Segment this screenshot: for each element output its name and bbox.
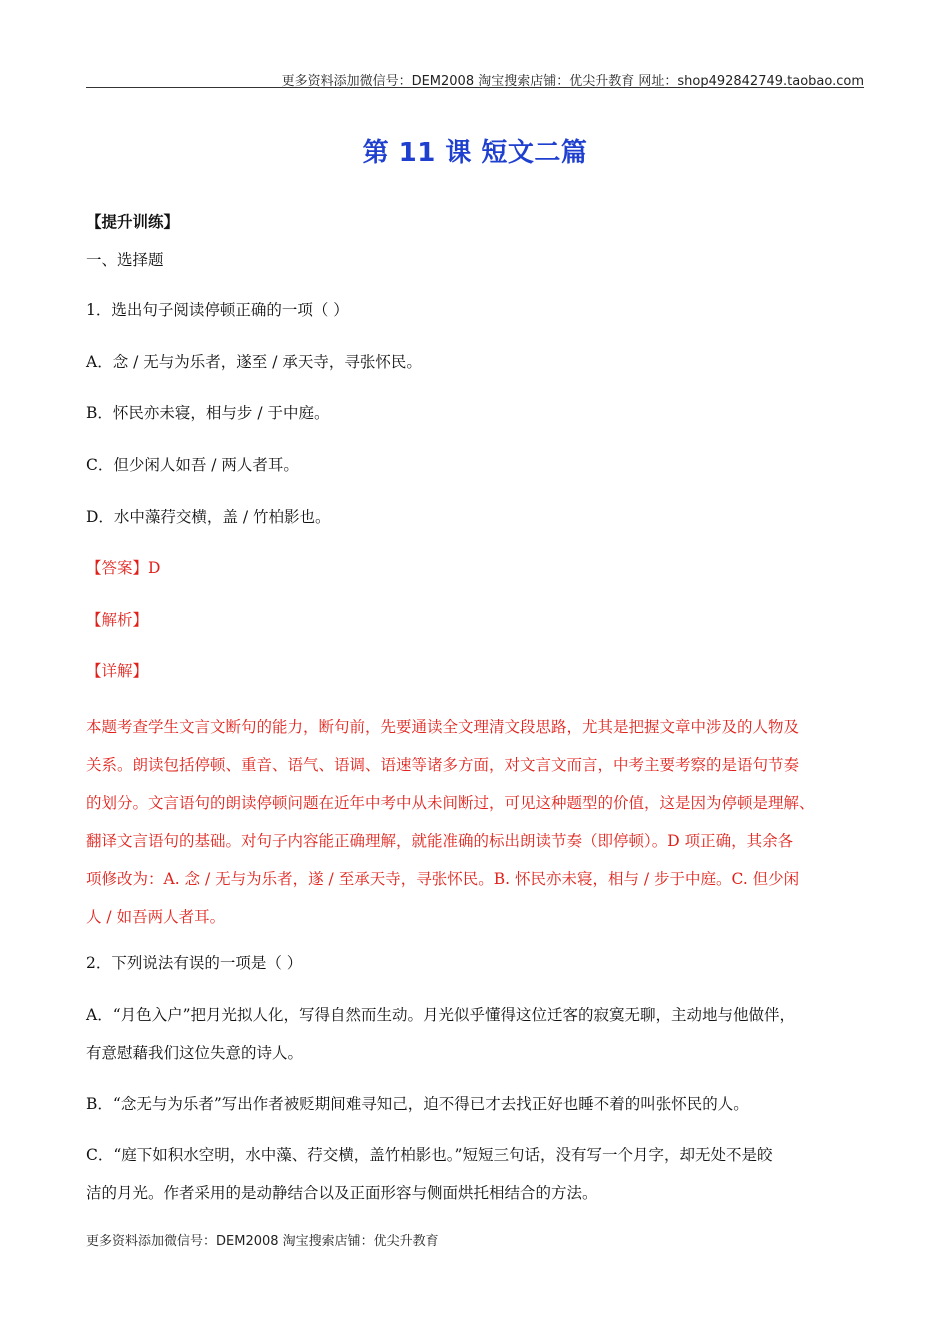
- question-1-option-a: A．念 / 无与为乐者，遂至 / 承天寺，寻张怀民。: [86, 353, 422, 371]
- detail-line: 项修改为：A. 念 / 无与为乐者，遂 / 至承天寺，寻张怀民。B. 怀民亦未寝，相与 / 步于中庭。C. 但少闲: [86, 870, 800, 888]
- question-1-stem: 1．选出句子阅读停顿正确的一项（ ）: [86, 301, 349, 319]
- question-1-option-b: B．怀民亦未寝，相与步 / 于中庭。: [86, 404, 330, 422]
- option-line: 洁的月光。作者采用的是动静结合以及正面形容与侧面烘托相结合的方法。: [86, 1184, 598, 1202]
- question-1-option-c: C．但少闲人如吾 / 两人者耳。: [86, 456, 299, 474]
- detail-line: 关系。朗读包括停顿、重音、语气、语调、语速等诸多方面，对文言文而言，中考主要考察的是语句节奏: [86, 756, 800, 774]
- section-heading: 【提升训练】: [86, 213, 180, 231]
- detail-line: 本题考查学生文言文断句的能力，断句前，先要通读全文理清文段思路，尤其是把握文章中涉及的人物及: [86, 718, 800, 736]
- part-heading: 一、选择题: [86, 251, 164, 269]
- lesson-title: 第 11 课 短文二篇: [362, 138, 588, 168]
- option-line: A．“月色入户”把月光拟人化，写得自然而生动。月光似乎懂得这位迁客的寂寞无聊，主动地与他做伴，: [86, 1006, 796, 1024]
- detail-line: 翻译文言语句的基础。对句子内容能正确理解，就能准确的标出朗读节奏（即停顿）。D 项正确，其余各: [86, 832, 794, 850]
- question-1-option-d: D．水中藻荇交横，盖 / 竹柏影也。: [86, 508, 331, 526]
- answer-label: 【答案】D: [86, 559, 161, 577]
- page-footer: 更多资料添加微信号：DEM2008 淘宝搜索店铺：优尖升教育: [86, 1234, 439, 1249]
- option-line: 有意慰藉我们这位失意的诗人。: [86, 1044, 304, 1062]
- question-2-option-b: B．“念无与为乐者”写出作者被贬期间难寻知己，迫不得已才去找正好也睡不着的叫张怀民的人。: [86, 1095, 749, 1113]
- detail-line: 人 / 如吾两人者耳。: [86, 908, 226, 926]
- option-line: C．“庭下如积水空明，水中藻、荇交横，盖竹柏影也。”短短三句话，没有写一个月字，却无处不是皎: [86, 1146, 773, 1164]
- header-divider: [86, 87, 864, 88]
- detail-line: 的划分。文言语句的朗读停顿问题在近年中考中从未间断过，可见这种题型的价值，这是因为停顿是理解、: [86, 794, 815, 812]
- question-2-option-a: [86, 996, 870, 1072]
- page-header: 更多资料添加微信号：DEM2008 淘宝搜索店铺：优尖升教育 网址：shop492842749.taobao.com: [281, 74, 864, 89]
- detail-label: 【详解】: [86, 662, 149, 680]
- detail-explanation: [86, 708, 870, 936]
- question-2-stem: 2．下列说法有误的一项是（ ）: [86, 954, 303, 972]
- analysis-label: 【解析】: [86, 611, 149, 629]
- question-2-option-c: [86, 1136, 870, 1212]
